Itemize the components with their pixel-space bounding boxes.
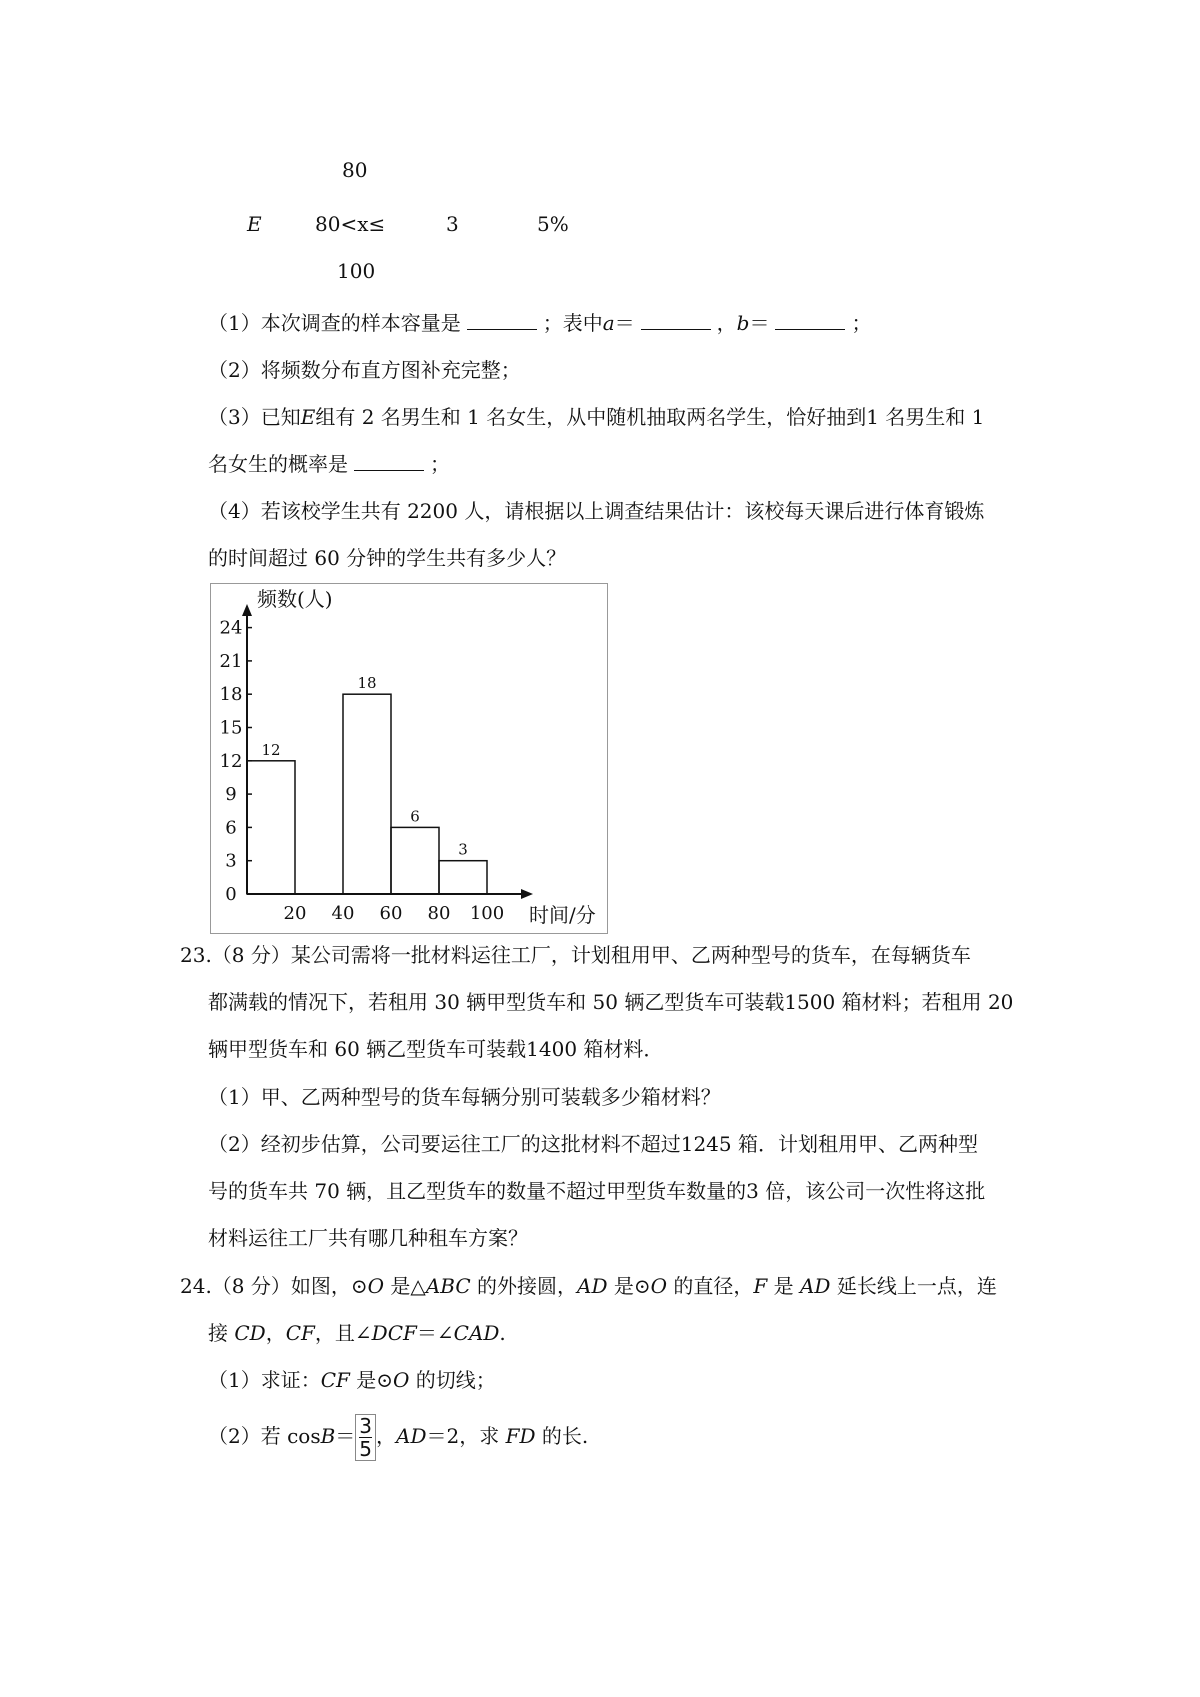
bar-value-label: 18 bbox=[357, 674, 377, 693]
histogram-bar bbox=[439, 861, 487, 894]
q22-part2: （2）将频数分布直方图补充完整； bbox=[208, 358, 521, 382]
x-tick-label: 100 bbox=[469, 903, 505, 924]
q23-part1: （1）甲、乙两种型号的货车每辆分别可装载多少箱材料？ bbox=[208, 1085, 721, 1109]
x-tick-label: 20 bbox=[283, 903, 307, 924]
histogram-bar bbox=[391, 827, 439, 894]
bar-value-label: 12 bbox=[261, 740, 281, 759]
q23-line3: 辆甲型货车和 60 辆乙型货车可装载1400 箱材料． bbox=[208, 1037, 664, 1061]
q24-line1: 24.（8 分）如图，⊙O 是△ABC 的外接圆，AD 是⊙O 的直径，F 是 AD 延长线上一点，连 bbox=[180, 1274, 997, 1298]
q24-part2: （2）若 cosB＝ $\frac{3}{5}$ ，AD＝2，求 FD 的长. bbox=[208, 1414, 589, 1461]
answer-blank-a bbox=[641, 311, 711, 330]
fraction-three-fifths: $\frac{3}{5}$ bbox=[355, 1414, 376, 1461]
y-tick-label: 24 bbox=[219, 617, 243, 639]
bar-value-label: 6 bbox=[410, 807, 420, 826]
q22-part3-line1: （3）已知E组有 2 名男生和 1 名女生，从中随机抽取两名学生，恰好抽到1 名男生和 1 bbox=[208, 405, 985, 429]
y-axis-title: 频数(人) bbox=[257, 587, 333, 611]
x-tick-label: 40 bbox=[331, 903, 355, 924]
table-cell-group-e: E bbox=[247, 212, 262, 236]
y-tick-label: 12 bbox=[219, 750, 243, 772]
y-tick-label: 3 bbox=[225, 850, 237, 872]
x-axis-arrow bbox=[521, 889, 533, 899]
y-tick-label: 0 bbox=[225, 884, 237, 905]
answer-blank-probability bbox=[354, 452, 424, 471]
y-tick-label: 21 bbox=[219, 650, 243, 672]
q23-part2-line1: （2）经初步估算，公司要运往工厂的这批材料不超过1245 箱．计划租用甲、乙两种型 bbox=[208, 1132, 978, 1156]
x-tick-label: 60 bbox=[379, 903, 403, 924]
table-cell-range-e-end: 100 bbox=[337, 259, 376, 283]
frequency-histogram bbox=[211, 584, 607, 933]
histogram-bar bbox=[343, 694, 391, 894]
y-tick-label: 18 bbox=[219, 684, 243, 706]
q22-part4-line2: 的时间超过 60 分钟的学生共有多少人？ bbox=[208, 546, 567, 570]
q22-part1: （1）本次调查的样本容量是 ；表中a＝ ，b＝ ； bbox=[208, 311, 872, 335]
y-tick-label: 15 bbox=[219, 717, 243, 739]
y-axis-arrow bbox=[242, 604, 252, 616]
q22-part4-line1: （4）若该校学生共有 2200 人，请根据以上调查结果估计：该校每天课后进行体育锻炼 bbox=[208, 499, 985, 523]
answer-blank-sample-size bbox=[467, 311, 537, 330]
histogram-figure bbox=[210, 583, 608, 934]
q23-line1: 23.（8 分）某公司需将一批材料运往工厂，计划租用甲、乙两种型号的货车，在每辆货车 bbox=[180, 943, 971, 967]
answer-blank-b bbox=[775, 311, 845, 330]
table-cell-percent-e: 5% bbox=[537, 212, 569, 236]
histogram-bar bbox=[247, 761, 295, 894]
q24-part1: （1）求证：CF 是⊙O 的切线； bbox=[208, 1368, 496, 1392]
x-tick-label: 80 bbox=[427, 903, 451, 924]
table-cell-frequency-e: 3 bbox=[446, 212, 459, 236]
table-cell-range-e: 80<x≤ bbox=[315, 212, 386, 236]
q22-part3-line2: 名女生的概率是 ； bbox=[208, 452, 450, 476]
q23-part2-line3: 材料运往工厂共有哪几种租车方案？ bbox=[208, 1226, 528, 1250]
q24-line2: 接 CD，CF，且∠DCF＝∠CAD. bbox=[208, 1321, 506, 1345]
q23-line2: 都满载的情况下，若租用 30 辆甲型货车和 50 辆乙型货车可装载1500 箱材料；若租用 20 bbox=[208, 990, 1014, 1014]
y-tick-label: 9 bbox=[225, 784, 237, 806]
q23-part2-line2: 号的货车共 70 辆，且乙型货车的数量不超过甲型货车数量的3 倍，该公司一次性将这批 bbox=[208, 1179, 986, 1203]
bar-value-label: 3 bbox=[458, 840, 468, 859]
table-cell-range-d-end: 80 bbox=[342, 158, 368, 182]
x-axis-title: 时间/分 bbox=[529, 903, 596, 927]
y-tick-label: 6 bbox=[225, 817, 237, 839]
